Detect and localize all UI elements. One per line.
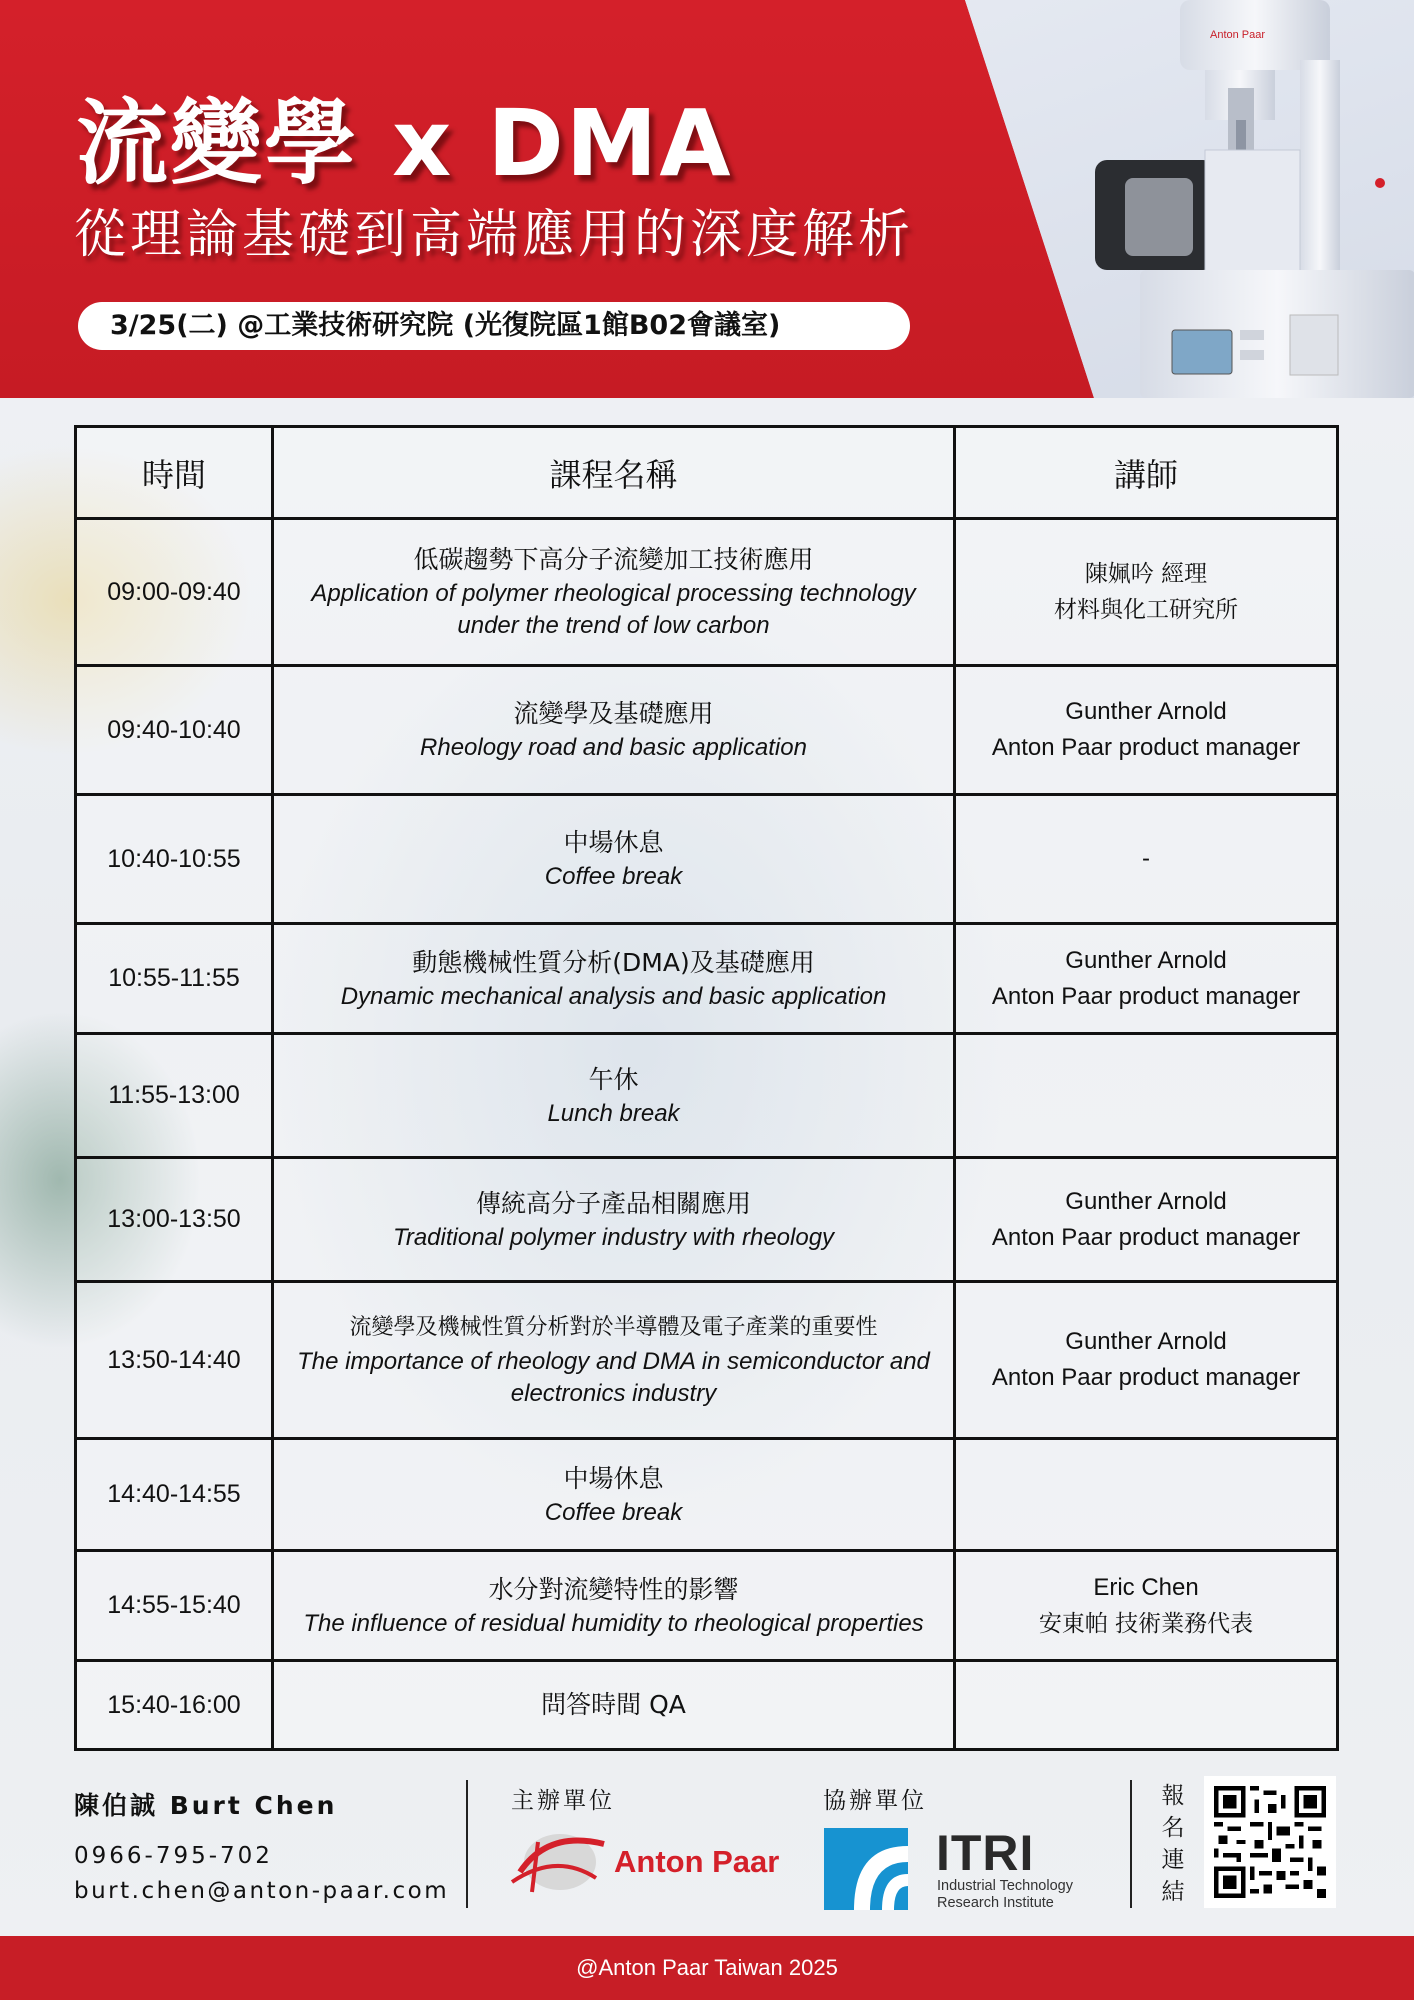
footer-divider	[466, 1780, 468, 1908]
column-header-course: 課程名稱	[273, 427, 955, 519]
schedule-table	[74, 425, 1339, 1751]
session-course	[273, 666, 955, 795]
session-course	[273, 519, 955, 666]
session-speaker	[955, 1551, 1338, 1661]
course-title-zh: 低碳趨勢下高分子流變加工技術應用	[413, 545, 814, 574]
session-speaker	[955, 795, 1338, 924]
session-time: 14:55-15:40	[76, 1551, 273, 1661]
course-title-zh: 流變學及基礎應用	[513, 699, 714, 728]
course-title-zh: 流變學及機械性質分析對於半導體及電子產業的重要性	[349, 1315, 878, 1340]
speaker-name: 陳姵吟 經理	[1084, 561, 1208, 587]
table-row	[76, 519, 1338, 666]
table-row	[76, 1158, 1338, 1282]
course-title-zh: 中場休息	[563, 828, 664, 857]
column-header-time: 時間	[76, 427, 273, 519]
speaker-name: Gunther Arnold	[1065, 1328, 1227, 1355]
course-title-zh: 傳統高分子產品相關應用	[475, 1188, 751, 1218]
speaker-name: Gunther Arnold	[1065, 1187, 1227, 1215]
event-subtitle: 從理論基礎到高端應用的深度解析	[74, 205, 915, 265]
session-time: 10:55-11:55	[76, 924, 273, 1034]
session-speaker	[955, 1661, 1338, 1750]
course-title-en: Application of polymer rheological processing technology under the trend of low carbon	[311, 580, 916, 639]
table-header-row	[76, 427, 1338, 519]
contact-phone: 0966-795-702	[74, 1843, 273, 1869]
course-title-en: Rheology road and basic application	[420, 734, 807, 761]
course-title-en: Lunch break	[547, 1099, 680, 1127]
session-speaker	[955, 666, 1338, 795]
course-title-zh: 中場休息	[563, 1463, 664, 1493]
qr-code-icon	[1214, 1786, 1326, 1898]
speaker-affiliation: 材料與化工研究所	[1054, 597, 1238, 623]
session-time: 13:50-14:40	[76, 1282, 273, 1439]
course-title-en: Dynamic mechanical analysis and basic application	[340, 982, 887, 1010]
session-time: 11:55-13:00	[76, 1034, 273, 1158]
session-speaker	[955, 924, 1338, 1034]
session-course	[273, 1158, 955, 1282]
table-row	[76, 924, 1338, 1034]
course-title-zh: 問答時間 QA	[541, 1690, 686, 1719]
speaker-name: -	[1142, 845, 1150, 872]
footer-copyright-bar: @Anton Paar Taiwan 2025	[0, 1936, 1414, 2000]
course-title-zh: 午休	[588, 1064, 639, 1094]
session-speaker	[955, 519, 1338, 666]
session-speaker	[955, 1158, 1338, 1282]
table-row	[76, 666, 1338, 795]
anton-paar-logo-icon	[508, 1822, 612, 1894]
session-time: 09:00-09:40	[76, 519, 273, 666]
session-time: 14:40-14:55	[76, 1439, 273, 1551]
instrument-brand-label: Anton Paar	[1210, 29, 1266, 41]
speaker-affiliation: Anton Paar product manager	[991, 734, 1301, 761]
session-course	[273, 1439, 955, 1551]
speaker-affiliation: Anton Paar product manager	[991, 1223, 1301, 1251]
registration-qr-code[interactable]	[1204, 1776, 1336, 1908]
table-row	[76, 1661, 1338, 1750]
contact-email[interactable]: burt.chen@anton-paar.com	[74, 1878, 450, 1904]
co-host-label: 協辦單位	[823, 1788, 927, 1814]
session-time: 10:40-10:55	[76, 795, 273, 924]
speaker-affiliation: 安東帕 技術業務代表	[1038, 1610, 1254, 1637]
table-row	[76, 1551, 1338, 1661]
session-speaker	[955, 1282, 1338, 1439]
session-course	[273, 1282, 955, 1439]
itri-logo-text: ITRI	[936, 1825, 1035, 1881]
anton-paar-logo-text: Anton Paar	[614, 1844, 780, 1879]
footer-divider	[1130, 1780, 1132, 1908]
session-time: 13:00-13:50	[76, 1158, 273, 1282]
date-location-badge: 3/25(二) @工業技術研究院 (光復院區1館B02會議室)	[78, 302, 910, 350]
speaker-affiliation: Anton Paar product manager	[991, 1364, 1301, 1391]
registration-label: 報名連結	[1161, 1783, 1185, 1905]
course-title-en: The influence of residual humidity to rheological properties	[303, 1609, 924, 1637]
speaker-affiliation: Anton Paar product manager	[991, 982, 1301, 1010]
session-time: 09:40-10:40	[76, 666, 273, 795]
contact-name: 陳伯誠 Burt Chen	[74, 1791, 338, 1820]
course-title-en: Coffee break	[544, 1498, 683, 1526]
course-title-en: Traditional polymer industry with rheology	[392, 1223, 835, 1251]
course-title-zh: 水分對流變特性的影響	[488, 1574, 739, 1604]
table-row	[76, 1282, 1338, 1439]
host-label: 主辦單位	[511, 1788, 615, 1814]
itri-logo-icon	[824, 1828, 908, 1910]
session-course	[273, 1661, 955, 1750]
course-title-zh: 動態機械性質分析(DMA)及基礎應用	[412, 947, 815, 977]
speaker-name: Eric Chen	[1093, 1573, 1199, 1601]
session-speaker	[955, 1439, 1338, 1551]
column-header-speaker: 講師	[955, 427, 1338, 519]
session-course	[273, 1551, 955, 1661]
course-title-en: Coffee break	[544, 863, 683, 890]
table-row	[76, 1034, 1338, 1158]
session-course	[273, 924, 955, 1034]
table-row	[76, 1439, 1338, 1551]
session-time: 15:40-16:00	[76, 1661, 273, 1750]
itri-logo-subtext: Industrial Technology Research Institute	[937, 1878, 1073, 1911]
session-speaker	[955, 1034, 1338, 1158]
header-banner	[0, 0, 1414, 398]
speaker-name: Gunther Arnold	[1065, 946, 1227, 974]
event-title: 流變學 x DMA	[76, 90, 733, 197]
session-course	[273, 1034, 955, 1158]
speaker-name: Gunther Arnold	[1065, 698, 1227, 725]
table-row	[76, 795, 1338, 924]
session-course	[273, 795, 955, 924]
course-title-en: The importance of rheology and DMA in semiconductor and electronics industry	[297, 1348, 930, 1407]
